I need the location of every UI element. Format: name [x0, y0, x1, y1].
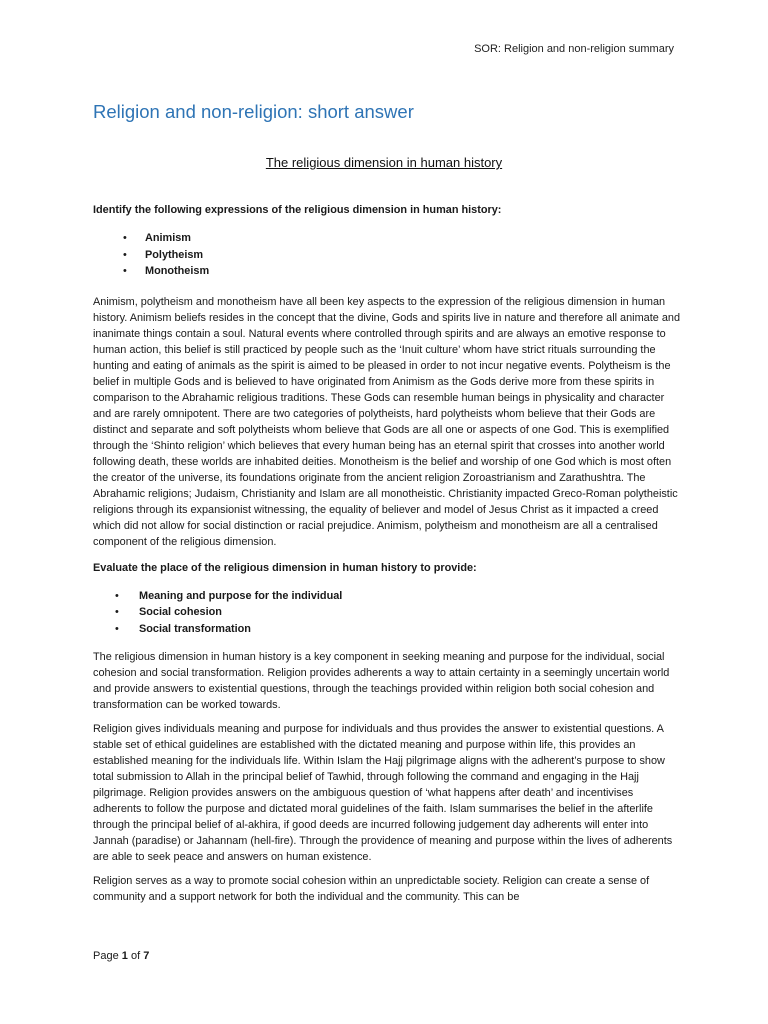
list-item: • Social cohesion: [93, 604, 683, 621]
bullet-list-1: [93, 230, 683, 280]
page-word: Page: [93, 950, 119, 962]
page-number: 1: [121, 950, 128, 962]
list-item: • Meaning and purpose for the individual: [93, 588, 683, 605]
bullet-list-2: [93, 588, 683, 638]
document-body: [93, 202, 683, 913]
paragraph-1: Animism, polytheism and monotheism have all been key aspects to the expression of the religious dimension in human history. Animism beliefs resides in the concept that the divine, Gods and spirits live in nature and therefore all animate and inanimate things contain a soul. Natural events where controlled through spirits and are always an emotive response to human action, this belief is still practiced by people such as the ‘Inuit culture’ whom have strict rituals surrounding the hunting and eating of animals as the spirit is aimed to be pleased in order to not incur negative events. Polytheism is the belief in multiple Gods and is believed to have originated from Animism as the Gods derive more from these spirits in comparison to the Abrahamic religious traditions. These Gods can resemble human beings in physicality and character and are rarely omnipotent. There are two categories of polytheists, hard polytheists whom believe that their Gods are distinct and separate and soft polytheists whom believe that Gods are all one or aspects of one God. This is exemplified through the ‘Shinto religion’ which believes that every human being has an eternal spirit that crosses into another world following death, these worlds are inhabited deities. Monotheism is the belief and worship of one God which is most often the creator of the universe, its foundations originate from the ancient religion Zoroastrianism and Zarathushtra. The Abrahamic religions; Judaism, Christianity and Islam are all monotheistic. Christianity impacted Greco-Roman polytheistic religions through its expansionist witnessing, the equality of believer and model of Jesus Christ as it impacted a creed which did not allow for social distinction or racial prejudice. Animism, polytheism and monotheism are all a centralised component of the religious dimension.: [93, 295, 680, 548]
of-word: of: [130, 950, 141, 962]
list-item: • Animism: [93, 230, 683, 247]
paragraph-3: Religion gives individuals meaning and purpose for individuals and thus provides the answer to existential questions. A stable set of ethical guidelines are established with the dictated meaning and purpose within life, this provides an established meaning for the individuals life. Within Islam the Hajj pilgrimage aligns with the adherent’s purpose to show total submission to Allah in the principal belief of Tawhid, through following the command and engaging in the Hajj pilgrimage. Religion provides answers on the ambiguous question of ‘what happens after death’ and incentivises adherents to follow the purpose and dictated moral guidelines of the faith. Islam summarises the belief in the afterlife through the principal belief of al-akhira, if good deeds are incurred following judgement day adherents will enter into Jannah (paradise) or Jahannam (hell-fire). Through the providence of meaning and purpose within the lives of adherents are able to seek peace and answers on human existence.: [93, 723, 673, 863]
list-item: • Social transformation: [93, 621, 683, 638]
running-header: SOR: Religion and non-religion summary: [474, 43, 674, 55]
paragraph-2: The religious dimension in human history is a key component in seeking meaning and purpose for the individual, social cohesion and social transformation. Religion provides adherents a way to attain certainty in a seemingly uncertain world and provide answers to existential questions, through the teachings provided within religion both social cohesion and transformation can be worked towards.: [93, 651, 670, 711]
question-1: Identify the following expressions of the religious dimension in human history:: [93, 204, 502, 216]
question-2: Evaluate the place of the religious dimension in human history to provide:: [93, 561, 477, 574]
list-item: • Polytheism: [93, 247, 683, 264]
section-heading: The religious dimension in human history: [265, 155, 503, 170]
paragraph-4: Religion serves as a way to promote social cohesion within an unpredictable society. Religion can create a sense of community and a support network for both the individual and the community. This can be: [93, 875, 650, 903]
list-item: • Monotheism: [93, 263, 683, 280]
page-footer: [93, 950, 149, 962]
document-title: Religion and non-religion: short answer: [93, 101, 414, 122]
page-total: 7: [143, 950, 150, 962]
